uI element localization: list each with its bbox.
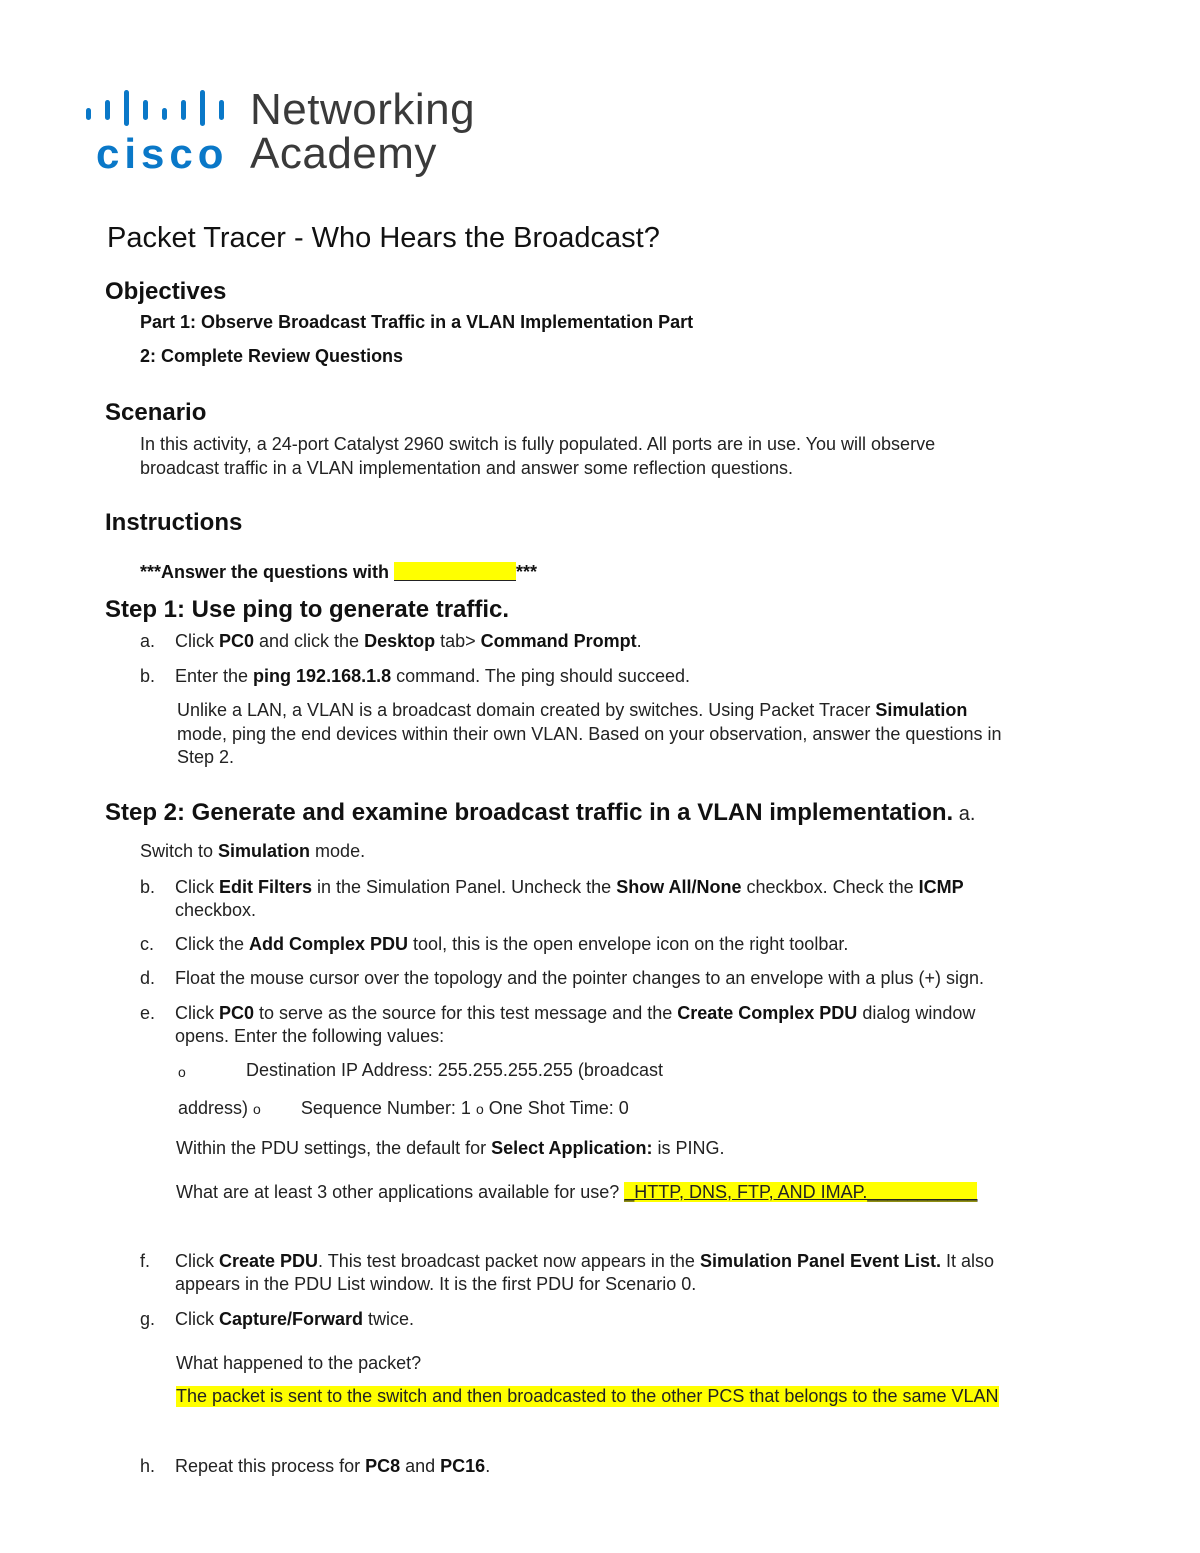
step2-h-text: Repeat this process for PC8 and PC16.	[175, 1456, 491, 1476]
note-prefix: ***Answer the questions with	[140, 562, 395, 582]
scenario-line2: broadcast traffic in a VLAN implementation and answer some reflection questions.	[140, 458, 794, 478]
step1-para-line2: mode, ping the end devices within their own VLAN. Based on your observation, answer the questions in	[177, 724, 1002, 744]
step2-e-app: Within the PDU settings, the default for Select Application: is PING.	[176, 1138, 725, 1158]
scenario-line1: In this activity, a 24-port Catalyst 2960 switch is fully populated. All ports are in use. You will observe	[140, 434, 936, 454]
logo-academy: Academy	[250, 129, 437, 178]
objective-part1: Part 1: Observe Broadcast Traffic in a VLAN Implementation Part	[140, 312, 694, 332]
step2-e-letter: e.	[140, 1003, 156, 1023]
cisco-bar	[105, 100, 110, 120]
note-suffix: ***	[516, 562, 538, 582]
step2-e-text-line2: opens. Enter the following values:	[175, 1026, 445, 1046]
step1-heading: Step 1: Use ping to generate traffic.	[105, 596, 510, 623]
step2-g-letter: g.	[140, 1309, 156, 1329]
answer-applications: _HTTP, DNS, FTP, AND IMAP.___________	[624, 1182, 978, 1202]
step1-a-letter: a.	[140, 631, 156, 651]
step1-a-text: Click PC0 and click the Desktop tab> Command Prompt.	[175, 631, 642, 651]
step1-para-line3: Step 2.	[177, 747, 235, 767]
step2-b-text: Click Edit Filters in the Simulation Panel. Uncheck the Show All/None checkbox. Check the ICMP	[175, 877, 964, 897]
cisco-bars-icon	[84, 88, 234, 132]
step2-e-question: What are at least 3 other applications available for use? _HTTP, DNS, FTP, AND IMAP.___________	[176, 1182, 978, 1202]
step2-g-text: Click Capture/Forward twice.	[175, 1309, 415, 1329]
objectives-heading: Objectives	[105, 278, 227, 305]
step2-b-text-line2: checkbox.	[175, 900, 257, 920]
step2-c-text: Click the Add Complex PDU tool, this is the open envelope icon on the right toolbar.	[175, 934, 849, 954]
step2-a-text: Switch to Simulation mode.	[140, 841, 366, 861]
cisco-bar	[200, 90, 205, 126]
step2-e-sub1: Destination IP Address: 255.255.255.255 (broadcast	[246, 1060, 663, 1080]
step2-f-text-line2: appears in the PDU List window. It is the first PDU for Scenario 0.	[175, 1274, 697, 1294]
cisco-wordmark: cisco	[96, 130, 229, 177]
step2-d-letter: d.	[140, 968, 156, 988]
bullet-icon: o	[178, 1064, 186, 1080]
step1-para-line1: Unlike a LAN, a VLAN is a broadcast domain created by switches. Using Packet Tracer Simulation	[177, 700, 968, 720]
cisco-bar	[219, 100, 224, 120]
bullet-icon: o	[475, 1101, 484, 1117]
bullet-icon: o	[253, 1101, 261, 1117]
step2-heading: Step 2: Generate and examine broadcast traffic in a VLAN implementation. a.	[105, 799, 976, 826]
instructions-heading: Instructions	[105, 509, 243, 536]
step2-e-sub2: address) o Sequence Number: 1 o One Shot Time: 0	[178, 1098, 629, 1118]
cisco-bar	[162, 108, 167, 120]
step2-h-letter: h.	[140, 1456, 156, 1476]
logo-networking: Networking	[250, 85, 476, 134]
cisco-bar	[181, 100, 186, 120]
cisco-bar	[124, 90, 129, 126]
step2-e-text: Click PC0 to serve as the source for this test message and the Create Complex PDU dialog window	[175, 1003, 976, 1023]
cisco-bar	[86, 108, 91, 120]
step1-b-text: Enter the ping 192.168.1.8 command. The ping should succeed.	[175, 666, 690, 686]
scenario-heading: Scenario	[105, 399, 207, 426]
highlight-blank	[394, 562, 516, 581]
step2-b-letter: b.	[140, 877, 156, 897]
step2-c-letter: c.	[140, 934, 155, 954]
cisco-bar	[143, 100, 148, 120]
step2-f-letter: f.	[140, 1251, 151, 1271]
step2-d-text: Float the mouse cursor over the topology and the pointer changes to an envelope with a plus (+) sign.	[175, 968, 984, 988]
answer-packet: The packet is sent to the switch and then broadcasted to the other PCS that belongs to the same VLAN	[176, 1386, 999, 1406]
step2-g-question: What happened to the packet?	[176, 1353, 422, 1373]
step1-b-letter: b.	[140, 666, 156, 686]
page-title: Packet Tracer - Who Hears the Broadcast?	[107, 222, 660, 254]
objective-part2: 2: Complete Review Questions	[140, 346, 404, 366]
instructions-note	[140, 562, 537, 583]
step2-f-text: Click Create PDU. This test broadcast packet now appears in the Simulation Panel Event List. It also	[175, 1251, 995, 1271]
